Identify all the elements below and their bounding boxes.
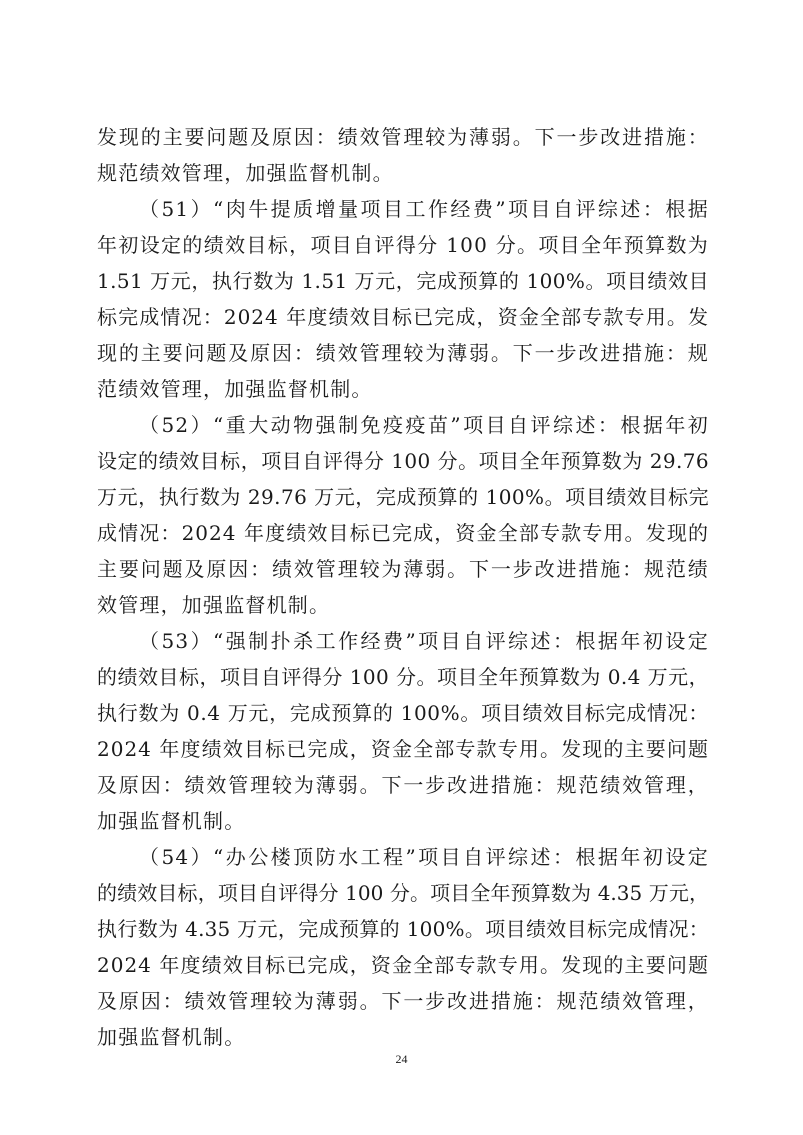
text-line: 及原因：绩效管理较为薄弱。下一步改进措施：规范绩效管理， [97, 989, 709, 1013]
text-line: 成情况：2024 年度绩效目标已完成，资金全部专款专用。发现的 [97, 521, 709, 545]
text-line: 执行数为 0.4 万元，完成预算的 100%。项目绩效目标完成情况： [97, 701, 709, 725]
text-line: （52）“重大动物强制免疫疫苗”项目自评综述：根据年初 [139, 413, 709, 437]
text-line: 范绩效管理，加强监督机制。 [97, 377, 373, 401]
text-line: 标完成情况：2024 年度绩效目标已完成，资金全部专款专用。发 [97, 305, 709, 329]
text-line: 万元，执行数为 29.76 万元，完成预算的 100%。项目绩效目标完 [97, 485, 709, 509]
page-number: 24 [395, 1052, 408, 1066]
text-line: 现的主要问题及原因：绩效管理较为薄弱。下一步改进措施：规 [97, 341, 709, 365]
text-line: 执行数为 4.35 万元，完成预算的 100%。项目绩效目标完成情况： [97, 917, 709, 941]
text-line: 主要问题及原因：绩效管理较为薄弱。下一步改进措施：规范绩 [97, 557, 709, 581]
text-line: 1.51 万元，执行数为 1.51 万元，完成预算的 100%。项目绩效目 [97, 269, 709, 293]
body-text [97, 119, 709, 1055]
text-line: 加强监督机制。 [97, 1025, 246, 1049]
text-line: 及原因：绩效管理较为薄弱。下一步改进措施：规范绩效管理， [97, 773, 709, 797]
text-line: 2024 年度绩效目标已完成，资金全部专款专用。发现的主要问题 [97, 953, 709, 977]
text-line: 的绩效目标，项目自评得分 100 分。项目全年预算数为 0.4 万元， [97, 665, 709, 689]
text-line: 发现的主要问题及原因：绩效管理较为薄弱。下一步改进措施： [97, 125, 709, 149]
text-line: （51）“肉牛提质增量项目工作经费”项目自评综述：根据 [139, 197, 709, 221]
text-line: 年初设定的绩效目标，项目自评得分 100 分。项目全年预算数为 [97, 233, 709, 257]
text-line: 规范绩效管理，加强监督机制。 [97, 161, 394, 185]
text-line: 效管理，加强监督机制。 [97, 593, 331, 617]
text-line: 的绩效目标，项目自评得分 100 分。项目全年预算数为 4.35 万元， [97, 881, 709, 905]
text-line: 2024 年度绩效目标已完成，资金全部专款专用。发现的主要问题 [97, 737, 709, 761]
text-line: （54）“办公楼顶防水工程”项目自评综述：根据年初设定 [139, 845, 709, 869]
text-line: 加强监督机制。 [97, 809, 246, 833]
text-line: 设定的绩效目标，项目自评得分 100 分。项目全年预算数为 29.76 [97, 449, 709, 473]
text-line: （53）“强制扑杀工作经费”项目自评综述：根据年初设定 [139, 629, 709, 653]
